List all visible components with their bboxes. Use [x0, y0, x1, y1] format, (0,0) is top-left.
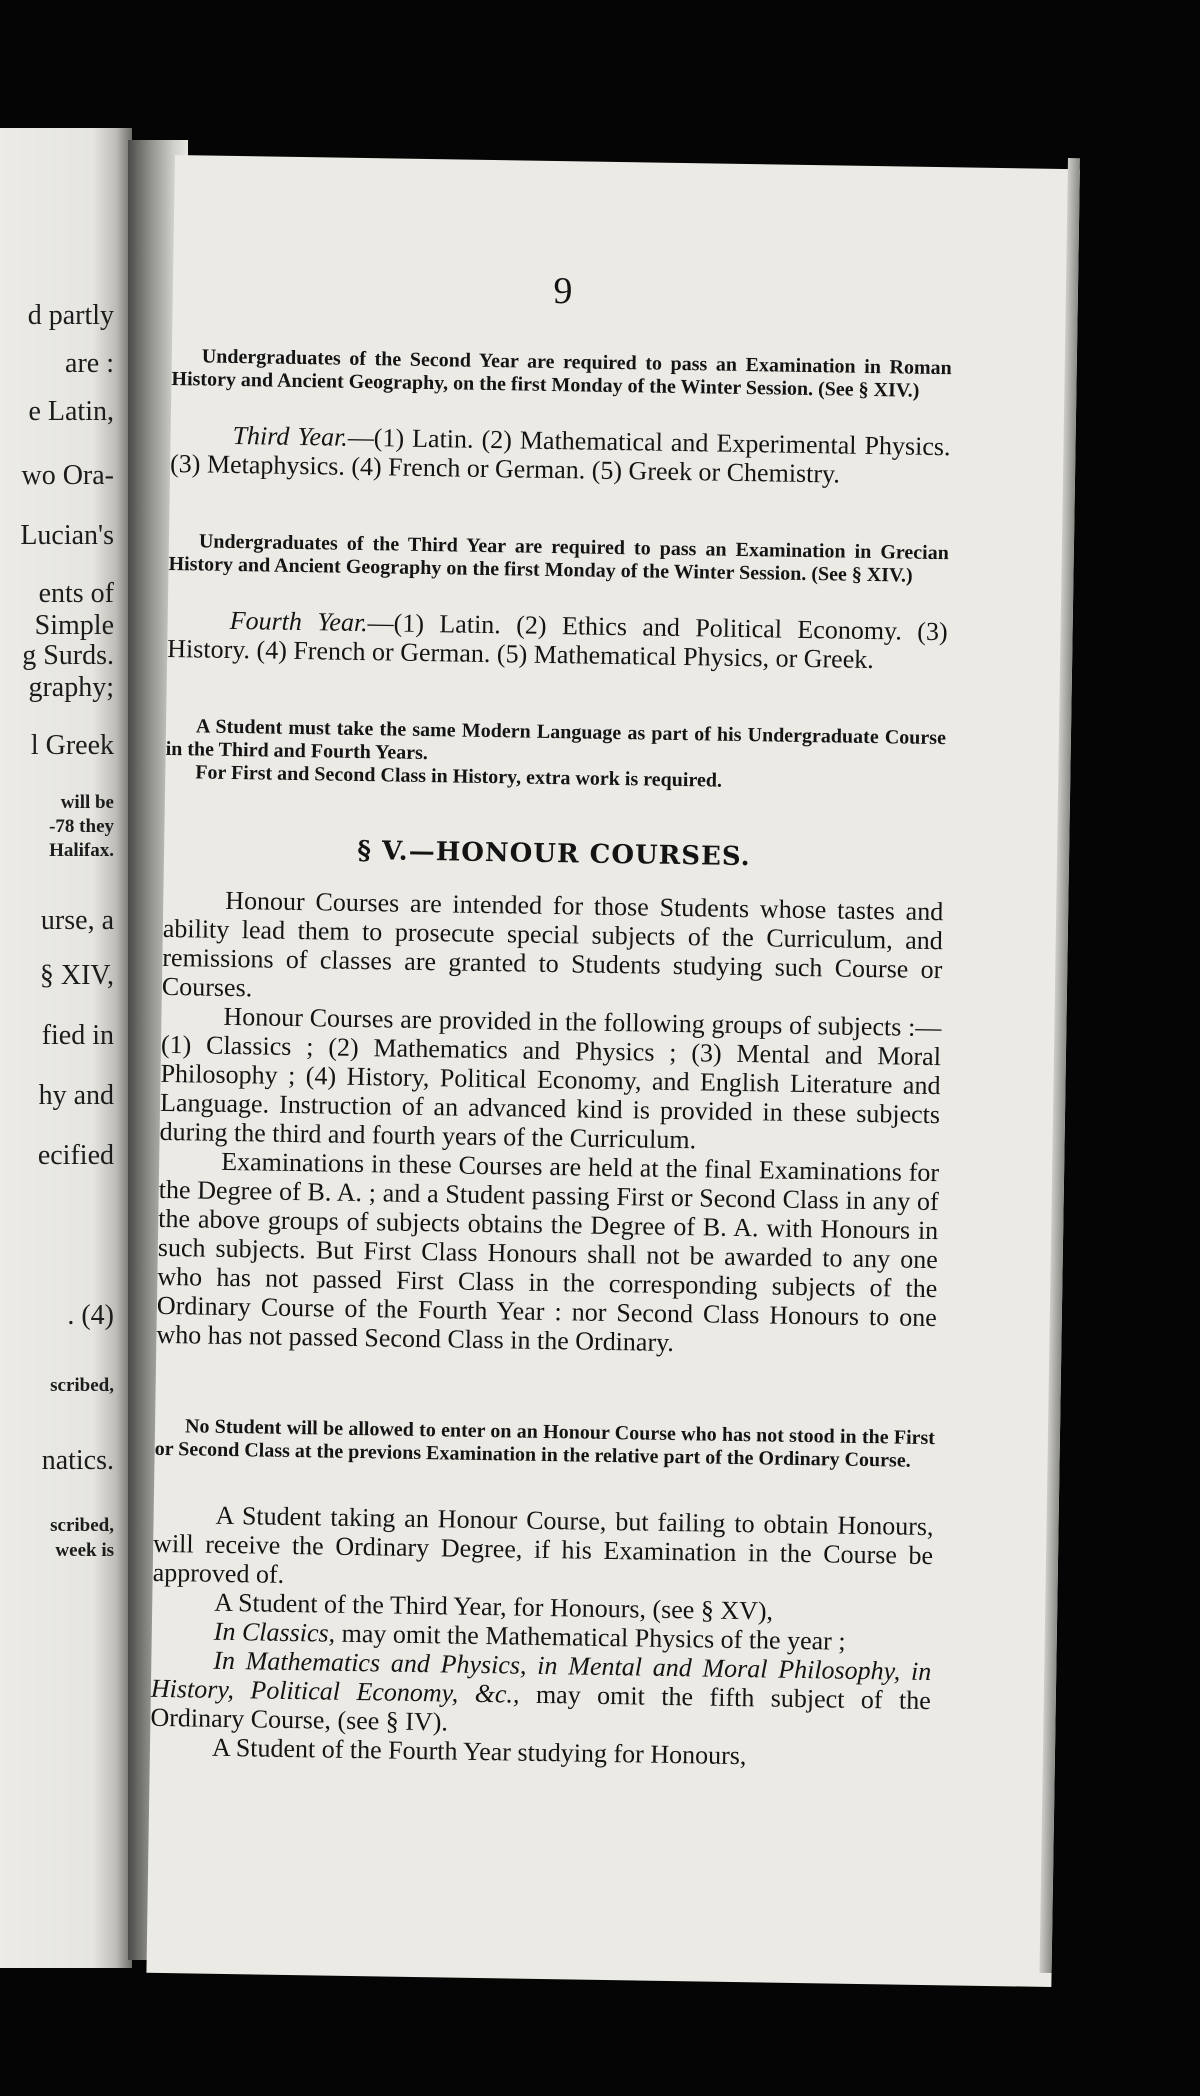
facing-page-fragment: g Surds. — [22, 640, 114, 671]
facing-page-fragment: fied in — [41, 1020, 114, 1051]
third-year-paragraph — [170, 420, 951, 490]
facing-page-fragment: natics. — [41, 1445, 114, 1476]
section-heading: § V.—HONOUR COURSES. — [357, 835, 751, 873]
fourth-year-paragraph — [167, 605, 948, 675]
note-history-class: For First and Second Class in History, extra work is required. — [195, 761, 723, 792]
honours-rules-body — [150, 1500, 934, 1773]
facing-page-fragment: scribed, — [50, 1375, 114, 1396]
classics-label: In Classics, — [213, 1616, 336, 1648]
facing-page-fragment: graphy; — [28, 672, 114, 703]
para-intended: Honour Courses are intended for those Students whose tastes and ability lead them to prosecute special subjects of the Curriculum, and remissions of classes are granted to Students studying such Course or Courses. — [161, 885, 944, 1003]
facing-page — [0, 128, 132, 1968]
para-fourth-year-honours: A Student of the Fourth Year studying for Honours, — [211, 1732, 747, 1771]
facing-page-fragment: Simple — [34, 610, 114, 641]
para-provided: Honour Courses are provided in the following groups of subjects :—(1) Classics ; (2) Mathematics and Physics ; (3) Mental and Moral Philosophy ; (4) History, Political Economy, and English Literature and Language. Instruction of an advanced kind is provided in these subjects during the third and fourth years of the Curriculum. — [159, 1001, 942, 1155]
note-third-year: Undergraduates of the Third Year are required to pass an Examination in Grecian History and Ancient Geography on the first Monday of the Winter Session. (See § XIV.) — [168, 530, 950, 587]
facing-page-fragment: wo Ora- — [21, 460, 114, 491]
facing-page-fragment: scribed, — [50, 1515, 114, 1536]
fourth-year-text: —(1) Latin. (2) Ethics and Political Economy. (3) History. (4) French or German. (5) Mathematical Physics, or Greek. — [167, 608, 948, 675]
facing-page-fragment: ents of — [38, 578, 114, 609]
maths-label: In Mathematics and Physics, in Mental and Moral Philosophy, in History, Political Economy, &c., — [150, 1645, 932, 1709]
note-no-student: No Student will be allowed to enter on an Honour Course who has not stood in the First or Second Class at the previons Examination in the relative part of the Ordinary Course. — [154, 1415, 936, 1472]
facing-page-fragment: hy and — [38, 1080, 114, 1111]
para-third-year-honours: A Student of the Third Year, for Honours, (see § XV), — [214, 1587, 774, 1626]
maths-text: may omit the fifth subject of the Ordinary Course, (see § IV). — [150, 1679, 932, 1737]
note-second-year: Undergraduates of the Second Year are required to pass an Examination in Roman History and Ancient Geography, on the first Monday of the Winter Session. (See § XIV.) — [171, 345, 952, 402]
facing-page-fragment: Halifax. — [49, 840, 114, 861]
facing-page-fragment: will be — [60, 792, 114, 813]
facing-page-fragment: Lucian's — [20, 520, 114, 551]
para-failing: A Student taking an Honour Course, but failing to obtain Honours, will receive the Ordinary Degree, if his Examination in the Course be approved of. — [152, 1500, 934, 1589]
facing-page-fragment: ecified — [37, 1140, 114, 1171]
third-year-label: Third Year. — [232, 420, 349, 452]
facing-page-fragment: § XIV, — [39, 960, 114, 991]
para-examinations: Examinations in these Courses are held at the final Examinations for the Degree of B. A. ; and a Student passing First or Second Class in any of the above groups of subjects obtains the Degree of B. A. with Honours in such subjects. But First Class Honours shall not be awarded to any one who has not passed First Class in the corresponding subjects of the Ordinary Course of the Fourth Year : nor Second Class Honours to one who has not passed Second Class in the Ordinary. — [156, 1146, 940, 1357]
facing-page-fragment: . (4) — [67, 1300, 114, 1331]
facing-page-fragment: e Latin, — [28, 396, 114, 427]
facing-page-fragment: urse, a — [40, 905, 114, 936]
honour-courses-body — [156, 885, 943, 1361]
classics-text: may omit the Mathematical Physics of the year ; — [334, 1618, 846, 1656]
facing-page-fragment: -78 they — [49, 816, 114, 837]
facing-page-fragment: week is — [55, 1540, 114, 1561]
para-maths — [150, 1645, 931, 1744]
facing-page-fragment: d partly — [27, 300, 114, 331]
facing-page-fragment: l Greek — [30, 730, 114, 761]
page-number: 9 — [553, 269, 573, 313]
third-year-text: —(1) Latin. (2) Mathematical and Experimental Physics. (3) Metaphysics. (4) French or German. (5) Greek or Chemistry. — [169, 422, 951, 489]
note-modern-language: A Student must take the same Modern Language as part of his Undergraduate Course in the Third and Fourth Years. For First and Second Class in History, extra work is required. — [165, 715, 946, 796]
fourth-year-label: Fourth Year. — [229, 605, 368, 638]
facing-page-fragment: are : — [65, 348, 114, 379]
book-page — [146, 155, 1079, 1987]
